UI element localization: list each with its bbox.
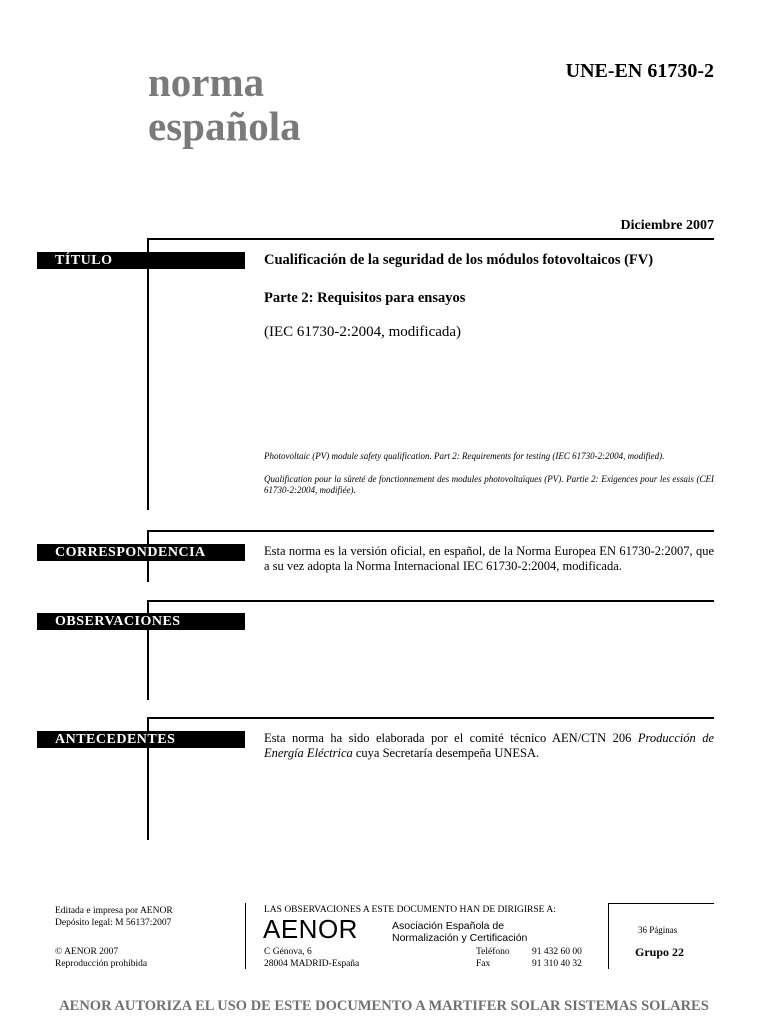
- standard-code: UNE-EN 61730-2: [565, 60, 714, 82]
- fax-label: Fax: [476, 959, 491, 969]
- footer-divider: [245, 903, 246, 969]
- french-title: Qualification pour la sûreté de fonctionnement des modules photovoltaïques (PV). Partie 2: Exigences pour les essais (CEI 61730-2:2004, modifiée).: [264, 474, 714, 495]
- authorization-notice: AENOR AUTORIZA EL USO DE ESTE DOCUMENTO A MARTIFER SOLAR SISTEMAS SOLARES: [59, 998, 709, 1014]
- fax-number: 91 310 40 32: [532, 959, 582, 969]
- footer-observations-header: LAS OBSERVACIONES A ESTE DOCUMENTO HAN DE DIRIGIRSE A:: [264, 905, 556, 915]
- label-titulo: TÍTULO: [37, 252, 245, 269]
- brand-line-espanola: española: [148, 103, 301, 149]
- document-title: Cualificación de la seguridad de los módulos fotovoltaicos (FV): [264, 252, 654, 268]
- section-vertical-rule: [147, 238, 149, 510]
- document-part: Parte 2: Requisitos para ensayos: [264, 290, 466, 306]
- section-divider: [148, 530, 714, 532]
- address-line-1: C Génova, 6: [264, 947, 312, 957]
- english-title: Photovoltaic (PV) module safety qualification. Part 2: Requirements for testing (IEC 61730-2:2004, modified).: [264, 451, 665, 461]
- address-line-2: 28004 MADRID-España: [264, 959, 360, 969]
- association-name: Asociación Española de Normalización y Certificación: [392, 920, 528, 944]
- phone-label: Teléfono: [476, 947, 510, 957]
- antecedentes-text: Esta norma ha sido elaborada por el comité técnico AEN/CTN 206 Producción de Energía Eléctrica cuya Secretaría desempeña UNESA.: [264, 731, 714, 760]
- footer-copyright: © AENOR 2007: [55, 947, 119, 957]
- footer-reproduction: Reproducción prohibida: [55, 959, 148, 969]
- section-divider: [148, 717, 714, 719]
- label-antecedentes: ANTECEDENTES: [37, 731, 245, 748]
- brand-line-norma: norma: [148, 59, 265, 105]
- phone-number: 91 432 60 00: [532, 947, 582, 957]
- footer-deposit: Depósito legal: M 56137:2007: [55, 918, 172, 928]
- price-group: Grupo 22: [635, 945, 685, 959]
- label-correspondencia: CORRESPONDENCIA: [37, 544, 245, 561]
- page-count: 36 Páginas: [638, 925, 678, 935]
- document-reference: (IEC 61730-2:2004, modificada): [264, 324, 462, 340]
- aenor-logo: AENOR: [263, 914, 358, 944]
- label-observaciones: OBSERVACIONES: [37, 613, 245, 630]
- publication-date: Diciembre 2007: [620, 218, 714, 233]
- correspondencia-text: Esta norma es la versión oficial, en español, de la Norma Europea EN 61730-2:2007, que a su vez adopta la Norma Internacional IEC 61730-2:2004, modificada.: [264, 544, 714, 573]
- section-divider: [148, 600, 714, 602]
- footer-edited: Editada e impresa por AENOR: [55, 906, 173, 916]
- section-divider: [148, 238, 714, 240]
